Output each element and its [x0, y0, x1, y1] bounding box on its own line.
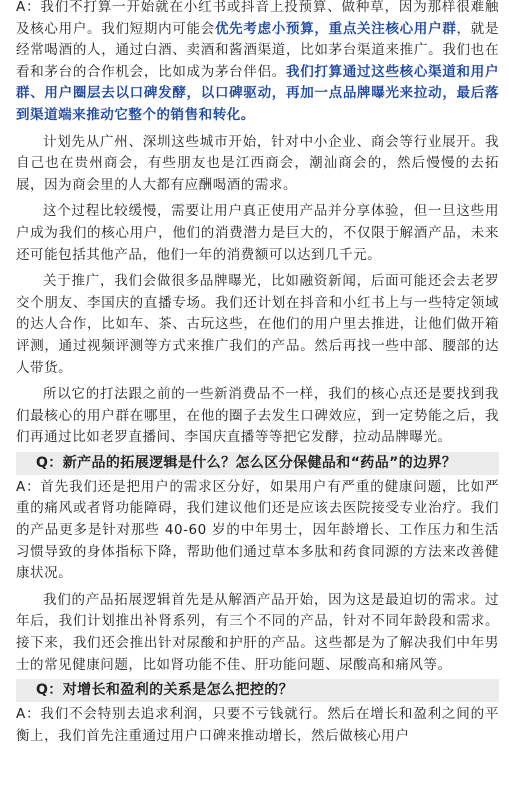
paragraph-health-boundary: A：首先我们还是把用户的需求区分好，如果用户有严重的健康问题，比如严重的痛风或者肾功能障碍，我们建议他们还是应该去医院接受专业治疗。我们的产品更多是针对那些 40-60 岁的中年男士，因年龄增长、工作压力和生活习惯导致的身体指标下降，帮助他们通过草本多肽和药食同源的方法来改善健康状况。: [16, 478, 499, 582]
question-heading-2: Q：对增长和盈利的关系是怎么把控的？: [16, 679, 499, 702]
question-heading-1: Q：新产品的拓展逻辑是什么？怎么区分保健品和“药品”的边界？: [16, 452, 499, 475]
highlight-text-2: 我们打算通过这些核心渠道和用户群、用户圈层去以口碑发酵，以口碑驱动，再加一点品牌曝光来拉动，最后落到渠道端来推动它整个的销售和转化。: [16, 63, 499, 123]
answer-text-1: 我们不打算一开始就在小红书或抖音上投预算、做种草，因为那样很难触及核心用户。我们短期内可能会: [16, 0, 499, 37]
paragraph-growth-profit: A：我们不会特别去追求利润，只要不亏钱就行。然后在增长和盈利之间的平衡上，我们首先注重通过用户口碑来推动增长，然后做核心用户: [16, 706, 499, 744]
highlight-text-1: 优先考虑小预算，重点关注核心用户群: [214, 20, 457, 37]
answer-paragraph-1: [16, 0, 499, 127]
answer-prefix: A：: [16, 0, 41, 15]
paragraph-product-logic: 我们的产品拓展逻辑首先是从解酒产品开始，因为这是最迫切的需求。过年后，我们计划推出补肾系列，有三个不同的产品，针对不同年龄段和需求。接下来，我们还会推出针对尿酸和护肝的产品。这些都是为了解决我们中年男士的常见健康问题，比如肾功能不佳、肝功能问题、尿酸高和痛风等。: [16, 591, 499, 673]
paragraph-promotion: 关于推广，我们会做很多品牌曝光，比如融资新闻，后面可能还会去老罗交个朋友、李国庆的直播专场。我们还计划在抖音和小红书上与一些特定领域的达人合作，比如车、茶、古玩这些，在他们的用户里去推进，让他们做开箱评测，通过视频评测等方式来推广我们的产品。然后再找一些中部、腰部的达人带货。: [16, 273, 499, 376]
paragraph-strategy: 所以它的打法跟之前的一些新消费品不一样，我们的核心点还是要找到我们最核心的用户群在哪里，在他的圈子去发生口碑效应，到一定势能之后，我们再通过比如老罗直播间、李国庆直播等等把它发酵，拉动品牌曝光。: [16, 386, 499, 446]
paragraph-slow-process: 这个过程比较缓慢，需要让用户真正使用产品并分享体验，但一旦这些用户成为我们的核心用户，他们的消费潜力是巨大的，不仅限于解酒产品，未来还可能包括其他产品，他们一年的消费额可以达到几千元。: [16, 203, 499, 263]
answer-text-2: ，就是经常喝酒的人，通过白酒、卖酒和酱酒渠道，比如茅台渠道来推广。我们也在看和茅台的合作机会，比如成为茅台伴侣。: [16, 20, 500, 80]
paragraph-city-plan: 计划先从广州、深圳这些城市开始，针对中小企业、商会等行业展开。我自己也在贵州商会，有些朋友也是江西商会，潮汕商会的，然后慢慢的去拓展，因为商会里的人大都有应酬喝酒的需求。: [16, 133, 499, 193]
